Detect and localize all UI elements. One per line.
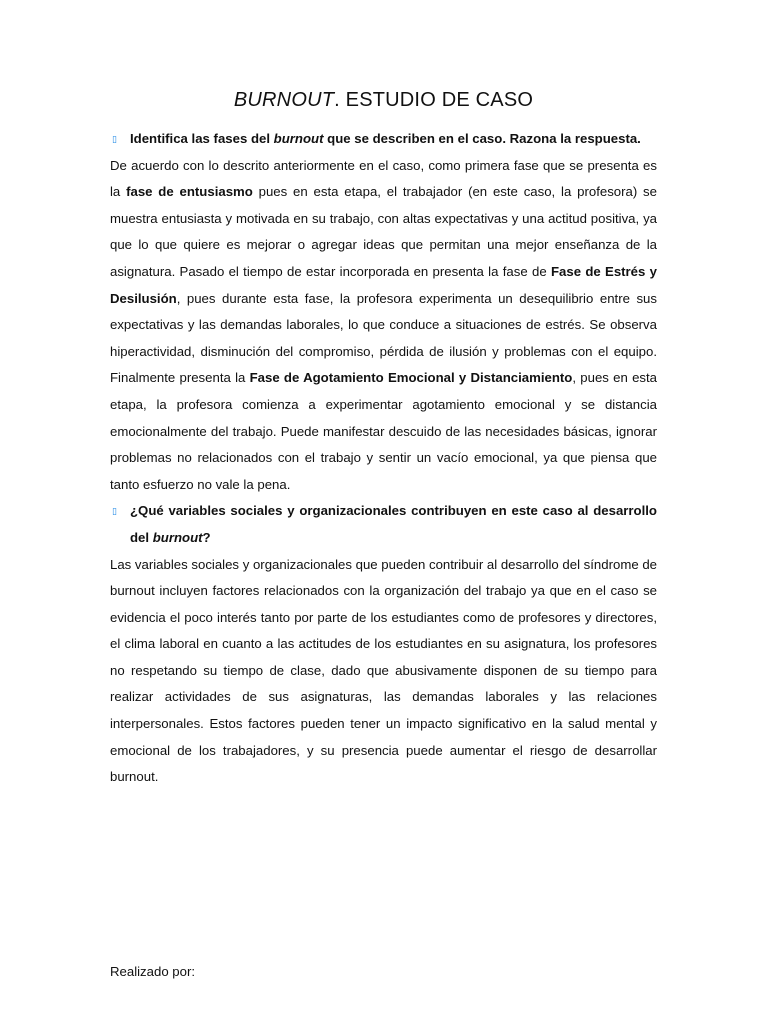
- title-italic: BURNOUT: [233, 89, 335, 111]
- question-1: [110, 126, 657, 153]
- answer-1-text-4: , pues en esta etapa, la profesora comienza a experimentar agotamiento emocional y se distancia emocionalmente del trabajo. Puede manifestar descuido de las necesidades básicas, ignorar problemas no relacionados con el trabajo y sentir un vacío emocional, ya que piensa que tanto esfuerzo no vale la pena.: [110, 370, 658, 492]
- question-2-text: [130, 498, 657, 551]
- answer-1-bold-2: Fase de Estrés y Desilusión: [110, 263, 657, 306]
- answer-1-text-1: De acuerdo con lo descrito anteriormente en el caso, como primera fase que se presenta es la: [110, 157, 657, 200]
- footer-author-label: Realizado por:: [110, 964, 196, 979]
- answer-1-bold-3: Fase de Agotamiento Emocional y Distanciamiento: [249, 370, 573, 386]
- question-2-part3: ?: [202, 529, 211, 545]
- bullet-icon: ▯: [112, 506, 117, 517]
- question-1-text: [130, 126, 657, 153]
- answer-1-text-3: , pues durante esta fase, la profesora experimenta un desequilibrio entre sus expectativas y las demandas laborales, lo que conduce a situaciones de estrés. Se observa hiperactividad, disminución del compromiso, pérdida de ilusión y problemas con el equipo. Finalmente presenta la: [110, 290, 657, 386]
- title-rest: . ESTUDIO DE CASO: [334, 89, 534, 111]
- question-2-italic: burnout: [152, 529, 203, 545]
- answer-1-bold-1: fase de entusiasmo: [126, 184, 253, 200]
- answer-1-paragraph: [110, 153, 657, 499]
- question-1-part1: Identifica las fases del: [130, 131, 274, 146]
- question-1-part3: que se describen en el caso. Razona la respuesta.: [323, 131, 641, 146]
- question-1-italic: burnout: [273, 131, 324, 146]
- question-2: [110, 498, 657, 551]
- bullet-icon: ▯: [112, 134, 117, 144]
- document-page: [110, 86, 657, 791]
- answer-1-text-2: pues en esta etapa, el trabajador (en este caso, la profesora) se muestra entusiasta y motivada en su trabajo, con altas expectativas y una actitud positiva, ya que lo que quiere es mejorar o agregar ideas que permitan una mejor enseñanza de la asignatura. Pasado el tiempo de estar incorporada en presenta la fase de: [110, 184, 657, 279]
- answer-2-paragraph: Las variables sociales y organizacionales que pueden contribuir al desarrollo del síndrome de burnout incluyen factores relacionados con la organización del trabajo ya que en el caso se evidencia el poco interés tanto por parte de los estudiantes como de profesores y directores, el clima laboral en cuanto a las actitudes de los estudiantes en su asignatura, los profesores no respetando su tiempo de clase, dado que abusivamente disponen de su tiempo para realizar actividades de sus asignaturas, las demandas laborales y las relaciones interpersonales. Estos factores pueden tener un impacto significativo en la salud mental y emocional de los trabajadores, y su presencia puede aumentar el riesgo de desarrollar burnout.: [110, 556, 657, 785]
- document-title: [110, 86, 657, 114]
- question-2-part1: ¿Qué variables sociales y organizacionales contribuyen en este caso al desarrollo del: [130, 503, 657, 545]
